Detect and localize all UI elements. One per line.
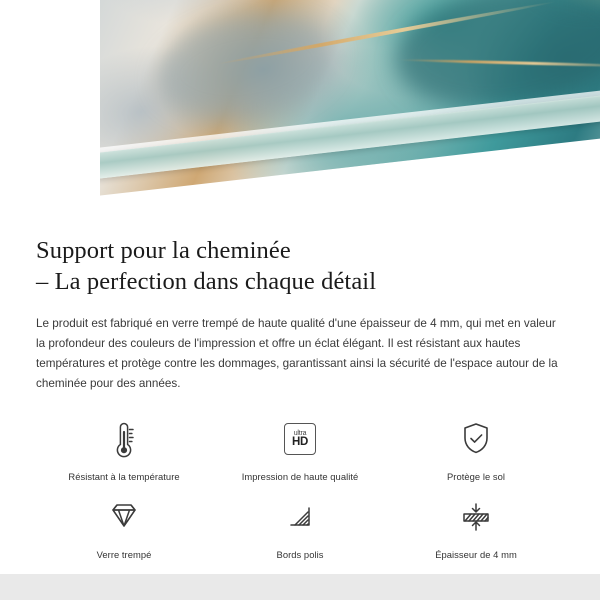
feature-label: Protège le sol bbox=[446, 471, 506, 483]
headline-line-2: – La perfection dans chaque détail bbox=[36, 268, 377, 296]
page-title bbox=[36, 215, 564, 298]
art-blur-accent bbox=[156, 7, 336, 128]
feature-grid bbox=[36, 416, 564, 560]
feature-item-protects-floor bbox=[388, 416, 564, 482]
feature-label: Impression de haute qualité bbox=[241, 471, 359, 483]
footer-bar bbox=[0, 574, 600, 600]
thermometer-icon bbox=[104, 416, 144, 462]
feature-label: Verre trempé bbox=[96, 549, 152, 561]
polished-edges-icon bbox=[278, 494, 322, 540]
feature-label: Bords polis bbox=[276, 549, 324, 561]
shield-check-icon bbox=[456, 416, 496, 462]
feature-label: Épaisseur de 4 mm bbox=[435, 549, 517, 561]
ultra-hd-top-text: ultra bbox=[293, 429, 307, 437]
headline-line-1: Support pour la cheminée bbox=[36, 237, 291, 264]
feature-item-tempered-glass bbox=[36, 494, 212, 560]
ultra-hd-bottom-text: HD bbox=[291, 435, 308, 448]
feature-item-high-quality-print bbox=[212, 416, 388, 482]
feature-label: Résistant à la température bbox=[68, 471, 180, 483]
thickness-icon bbox=[454, 494, 498, 540]
hero-image bbox=[0, 0, 600, 215]
feature-item-thickness bbox=[388, 494, 564, 560]
diamond-icon bbox=[102, 494, 146, 540]
ultra-hd-icon bbox=[284, 416, 316, 462]
content-area bbox=[0, 215, 600, 560]
product-description: Le produit est fabriqué en verre trempé de haute qualité d'une épaisseur de 4 mm, qui met en valeur la profondeur des couleurs de l'impression et offre un éclat élégant. Il est résistant aux hautes températures et protège contre les dommages, garantissant ainsi la sécurité de l'espace autour de la cheminée pour des années. bbox=[36, 316, 558, 391]
hero-left-margin bbox=[0, 0, 100, 215]
feature-item-temperature-resistant bbox=[36, 416, 212, 482]
feature-item-polished-edges bbox=[212, 494, 388, 560]
